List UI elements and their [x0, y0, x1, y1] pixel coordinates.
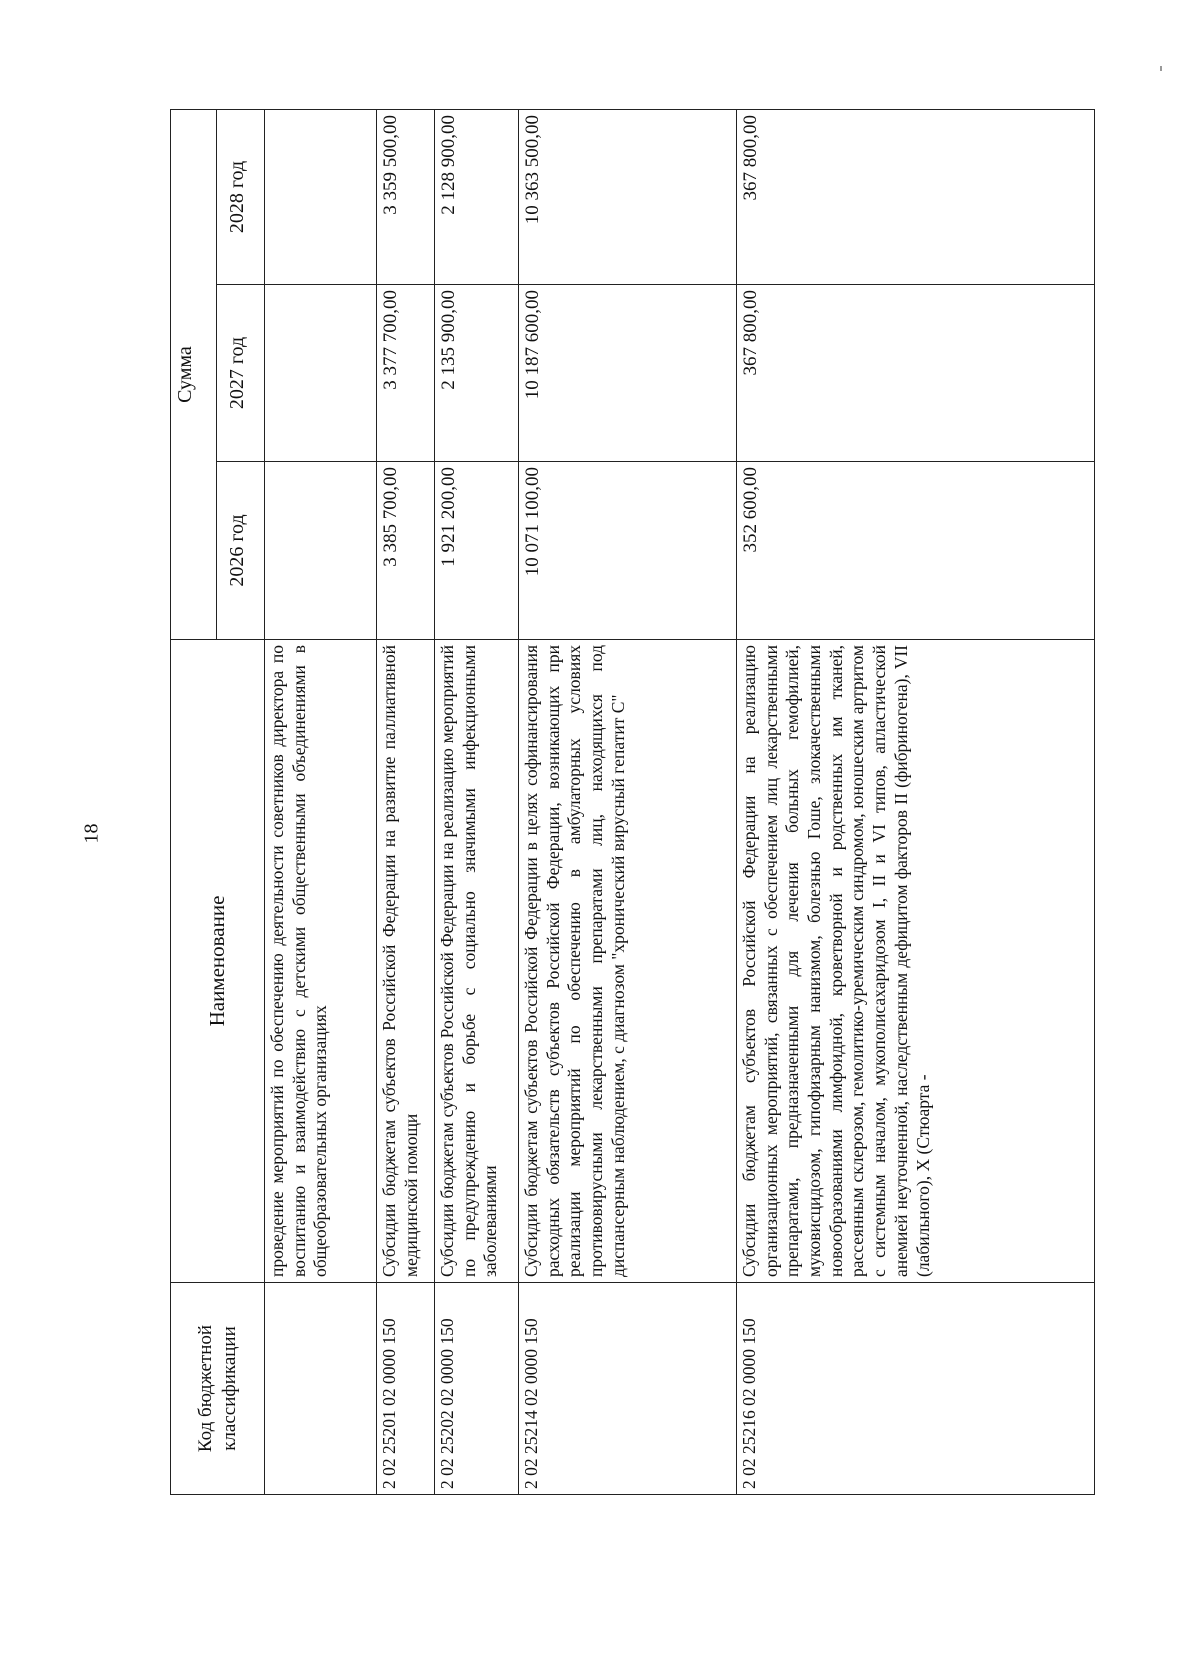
row-code: 2 02 25216 02 0000 150: [737, 1283, 1095, 1495]
row-name: Субсидии бюджетам субъектов Российской Федерации в целях софинансирования расходных обязательств субъектов Российской Федерации, возникающих при реализации мероприятий по обеспечению в амбулаторных условиях противовирусными лекарственными препаратами лиц, находящихся под диспансерным наблюдением, с диагнозом "хронический вирусный гепатит С": [519, 640, 737, 1283]
row-name: проведение мероприятий по обеспечению деятельности советников директора по воспитанию и взаимодействию с детскими общественными объединениями в общеобразовательных организациях: [265, 640, 377, 1283]
row-amount-2026: 3 385 700,00: [377, 462, 435, 640]
rotated-table-container: [170, 110, 1095, 1495]
table-row: [377, 110, 435, 1495]
row-code: [265, 1283, 377, 1495]
row-amount-2027: 2 135 900,00: [435, 285, 519, 462]
header-row-top: [171, 110, 217, 1495]
header-name: Наименование: [171, 640, 265, 1283]
row-amount-2027: 3 377 700,00: [377, 285, 435, 462]
page-number: 18: [80, 823, 103, 844]
row-amount-2027: 10 187 600,00: [519, 285, 737, 462]
row-code: 2 02 25214 02 0000 150: [519, 1283, 737, 1495]
row-code: 2 02 25202 02 0000 150: [435, 1283, 519, 1495]
budget-table: [170, 109, 1095, 1495]
header-year-2026: 2026 год: [217, 462, 265, 640]
header-sum: Сумма: [171, 110, 217, 640]
header-year-2027: 2027 год: [217, 285, 265, 462]
row-amount-2028: 3 359 500,00: [377, 110, 435, 285]
table-row: [265, 110, 377, 1495]
table-row: [737, 110, 1095, 1495]
row-name: Субсидии бюджетам субъектов Российской Федерации на развитие паллиативной медицинской помощи: [377, 640, 435, 1283]
row-name: Субсидии бюджетам субъектов Российской Федерации на реализацию мероприятий по предупреждению и борьбе с социально значимыми инфекционными заболеваниями: [435, 640, 519, 1283]
row-amount-2028: 367 800,00: [737, 110, 1095, 285]
row-amount-2027: [265, 285, 377, 462]
table-row: [435, 110, 519, 1495]
row-amount-2026: 352 600,00: [737, 462, 1095, 640]
scan-speck: [1160, 66, 1162, 71]
row-amount-2027: 367 800,00: [737, 285, 1095, 462]
row-amount-2028: 2 128 900,00: [435, 110, 519, 285]
table-row: [519, 110, 737, 1495]
row-amount-2026: [265, 462, 377, 640]
row-amount-2028: 10 363 500,00: [519, 110, 737, 285]
row-amount-2026: 1 921 200,00: [435, 462, 519, 640]
header-code: Код бюджетной классификации: [171, 1283, 265, 1495]
header-year-2028: 2028 год: [217, 110, 265, 285]
row-amount-2026: 10 071 100,00: [519, 462, 737, 640]
row-code: 2 02 25201 02 0000 150: [377, 1283, 435, 1495]
row-amount-2028: [265, 110, 377, 285]
row-name: Субсидии бюджетам субъектов Российской Федерации на реализацию организационных мероприятий, связанных с обеспечением лиц лекарственными препаратами, предназначенными для лечения больных гемофилией, муковисцидозом, гипофизарным нанизмом, болезнью Гоше, злокачественными новообразованиями лимфоидной, кроветворной и родственных им тканей, рассеянным склерозом, гемолитико-уремическим синдромом, юношеским артритом с системным началом, мукополисахаридозом I, II и VI типов, апластической анемией неуточненной, наследственным дефицитом факторов II (фибриногена), VII (лабильного), X (Стюарта -: [737, 640, 1095, 1283]
